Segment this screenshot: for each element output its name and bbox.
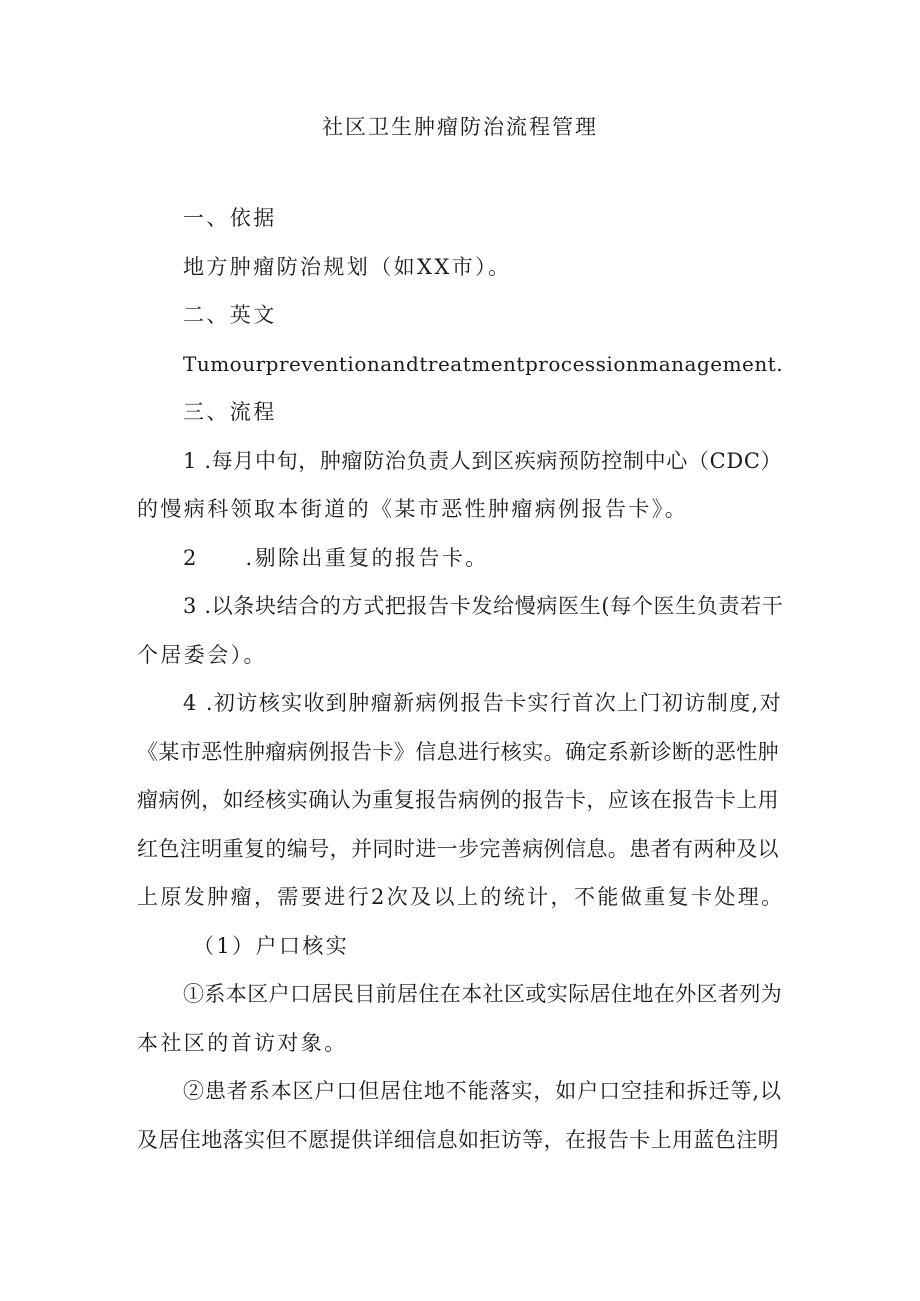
step4-line5: 上原发肿瘤，需要进行2次及以上的统计，不能做重复卡处理。 <box>137 885 785 909</box>
section-body-basis: 地方肿瘤防治规划（如XX市）。 <box>183 255 512 279</box>
section-heading-process: 三、流程 <box>183 400 277 424</box>
step2-line: 2 .剔除出重复的报告卡。 <box>183 546 489 570</box>
document-title: 社区卫生肿瘤防治流程管理 <box>322 115 598 139</box>
step3-line2: 个居委会）。 <box>137 643 267 667</box>
section-heading-basis: 一、依据 <box>183 206 277 230</box>
item2-line1: ②患者系本区户口但居住地不能落实，如户口空挂和拆迁等,以 <box>183 1079 782 1103</box>
item1-line2: 本社区的首访对象。 <box>137 1031 348 1055</box>
step4-line2: 《某市恶性肿瘤病例报告卡》信息进行核实。确定系新诊断的恶性肿 <box>137 740 779 764</box>
subsection-heading: （1）户口核实 <box>193 934 350 958</box>
section-body-english: Tumourpreventionandtreatmentprocessionmanagement. <box>183 352 784 376</box>
step4-line3: 瘤病例，如经核实确认为重复报告病例的报告卡，应该在报告卡上用 <box>137 788 779 812</box>
step4-line1: 4 .初访核实收到肿瘤新病例报告卡实行首次上门初访制度,对 <box>183 691 782 715</box>
section-heading-english: 二、英文 <box>183 303 277 327</box>
step1-line1: 1 .每月中旬，肿瘤防治负责人到区疾病预防控制中心（CDC） <box>183 449 783 473</box>
item2-line2: 及居住地落实但不愿提供详细信息如拒访等，在报告卡上用蓝色注明 <box>137 1128 779 1152</box>
item1-line1: ①系本区户口居民目前居住在本社区或实际居住地在外区者列为 <box>183 982 783 1006</box>
step4-line4: 红色注明重复的编号，并同时进一步完善病例信息。患者有两种及以 <box>137 837 779 861</box>
step3-line1: 3 .以条块结合的方式把报告卡发给慢病医生(每个医生负责若干 <box>183 594 784 618</box>
step1-line2: 的慢病科领取本街道的《某市恶性肿瘤病例报告卡》。 <box>137 497 689 521</box>
